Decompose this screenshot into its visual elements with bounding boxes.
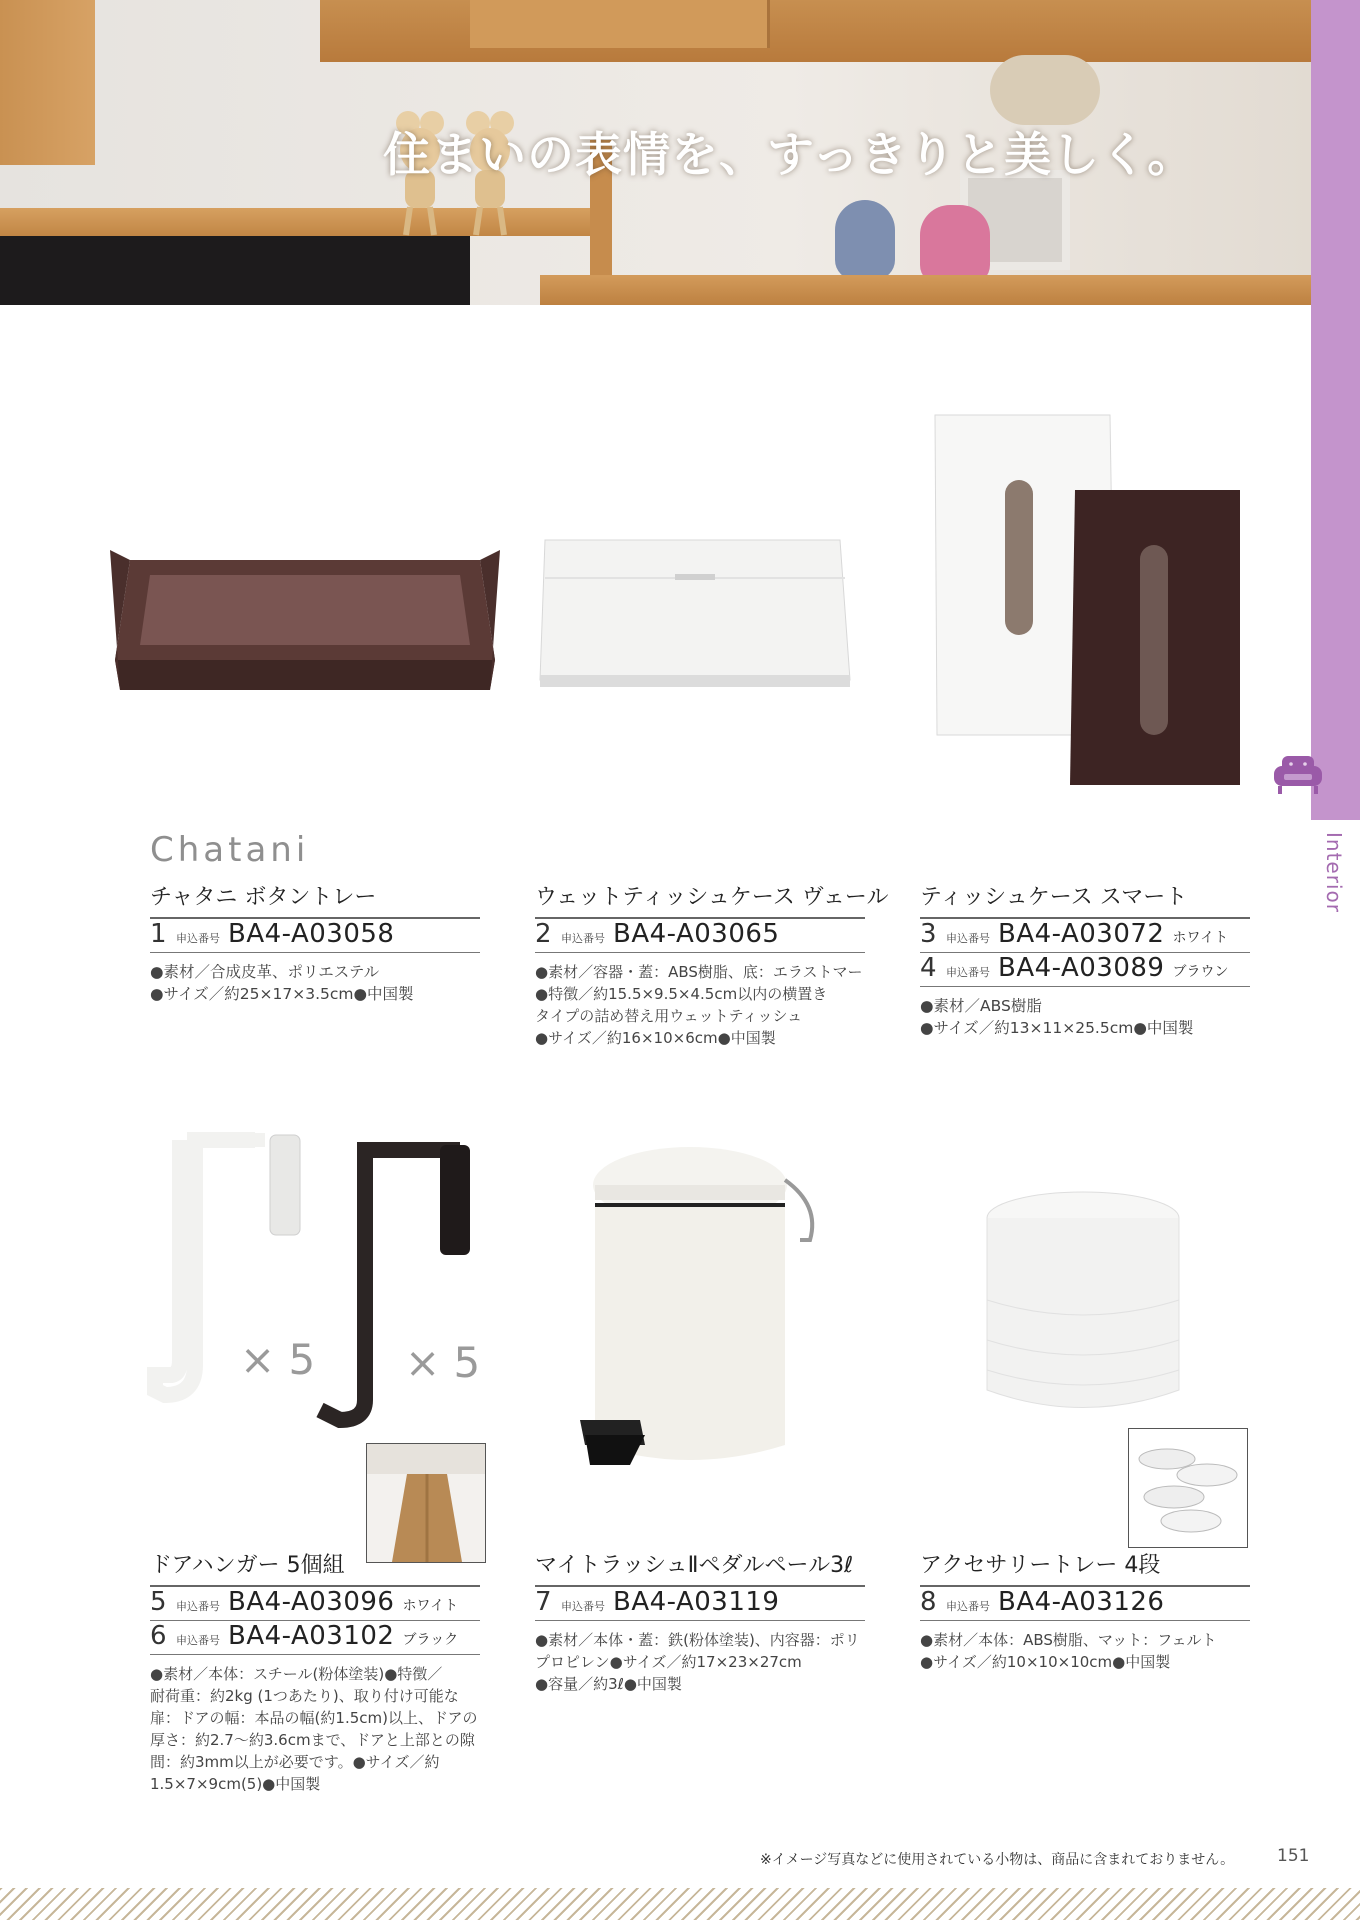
- hanger-usage-inset-photo: [366, 1443, 486, 1563]
- product-name: アクセサリートレー 4段: [920, 1548, 1250, 1587]
- order-code: BA4-A03058: [228, 919, 395, 949]
- order-number-label: 申込番号: [561, 1600, 605, 1613]
- item-number: 7: [535, 1587, 552, 1617]
- desc-line: ●特徴／約15.5×9.5×4.5cm以内の横置き: [535, 985, 828, 1003]
- product-block-1: [150, 880, 480, 1005]
- desc-line: プロピレン●サイズ／約17×23×27cm: [535, 1653, 802, 1671]
- hero-plush-bear-pink: [920, 205, 990, 285]
- accessory-tray-inset-photo: [1128, 1428, 1248, 1548]
- item-number: 5: [150, 1587, 167, 1617]
- desc-line: ●サイズ／約10×10×10cm●中国製: [920, 1653, 1171, 1671]
- quantity-multiplier-black: × 5: [405, 1338, 481, 1387]
- product-description: [150, 961, 480, 1005]
- order-code: BA4-A03102: [228, 1621, 395, 1651]
- order-code-row: [535, 1587, 865, 1621]
- category-label: Interior: [1322, 832, 1346, 913]
- sofa-icon: [1272, 752, 1324, 798]
- product-description: [920, 1629, 1250, 1673]
- product-name: チャタニ ボタントレー: [150, 880, 480, 919]
- color-variant: ホワイト: [402, 1598, 459, 1614]
- desc-line: ●サイズ／約13×11×25.5cm●中国製: [920, 1019, 1194, 1037]
- product-description: [920, 995, 1250, 1039]
- hero-shelf-door: [470, 0, 770, 48]
- hero-shelf-low: [540, 275, 1311, 305]
- desc-line: ●サイズ／約25×17×3.5cm●中国製: [150, 985, 414, 1003]
- color-variant: ブラウン: [1172, 964, 1229, 980]
- desc-line: ●素材／容器・蓋：ABS樹脂、底：エラストマー: [535, 963, 863, 981]
- order-number-label: 申込番号: [561, 932, 605, 945]
- order-number-label: 申込番号: [176, 1600, 220, 1613]
- order-code: BA4-A03119: [613, 1587, 780, 1617]
- product-photo-pedal-pail: [570, 1145, 830, 1480]
- desc-line: タイプの詰め替え用ウェットティッシュ: [535, 1007, 803, 1025]
- item-number: 1: [150, 919, 167, 949]
- order-code: BA4-A03126: [998, 1587, 1165, 1617]
- product-photo-tray: [110, 540, 500, 700]
- item-number: 8: [920, 1587, 937, 1617]
- hero-banner: [0, 0, 1311, 305]
- desc-line: ●素材／本体：スチール(粉体塗装)●特徴／: [150, 1665, 443, 1683]
- order-code: BA4-A03065: [613, 919, 780, 949]
- item-number: 2: [535, 919, 552, 949]
- hero-plush-sheep: [990, 55, 1100, 125]
- order-code-row: [920, 1587, 1250, 1621]
- order-code: BA4-A03072: [998, 919, 1165, 949]
- desc-line: ●素材／本体：ABS樹脂、マット：フェルト: [920, 1631, 1217, 1649]
- product-photo-tissue-case: [925, 410, 1245, 790]
- desc-line: 1.5×7×9cm(5)●中国製: [150, 1775, 321, 1793]
- product-block-4: [150, 1548, 480, 1795]
- order-code-row: [535, 919, 865, 953]
- order-number-label: 申込番号: [946, 966, 990, 979]
- order-number-label: 申込番号: [176, 932, 220, 945]
- product-block-6: [920, 1548, 1250, 1673]
- category-side-tab: [1311, 0, 1360, 820]
- product-block-5: [535, 1548, 865, 1695]
- page-number: 151: [1277, 1846, 1310, 1866]
- order-code-row: [920, 953, 1250, 987]
- desc-line: ●容量／約3ℓ●中国製: [535, 1675, 682, 1693]
- item-number: 6: [150, 1621, 167, 1651]
- product-photo-wet-tissue-case: [535, 530, 855, 690]
- color-variant: ブラック: [402, 1632, 459, 1648]
- desc-line: 扉：ドアの幅：本品の幅(約1.5cm)以上、ドアの: [150, 1709, 478, 1727]
- order-code-row: [150, 1587, 480, 1621]
- order-number-label: 申込番号: [946, 1600, 990, 1613]
- product-name: マイトラッシュⅡペダルペール3ℓ: [535, 1548, 865, 1587]
- product-description: [535, 961, 865, 1049]
- hero-shelf-top: [320, 0, 1311, 62]
- product-description: [150, 1663, 480, 1795]
- product-block-2: [535, 880, 889, 1049]
- hero-shelf-cube: [0, 0, 95, 165]
- hero-dark-panel: [0, 236, 470, 305]
- product-name: ドアハンガー 5個組: [150, 1548, 480, 1587]
- order-code-row: [920, 919, 1250, 953]
- hero-plush-bear-blue: [835, 200, 895, 280]
- desc-line: 厚さ：約2.7～約3.6cmまで、ドアと上部との隙: [150, 1731, 475, 1749]
- product-description: [535, 1629, 865, 1695]
- footer-stripe-bar: [0, 1888, 1360, 1920]
- order-code: BA4-A03096: [228, 1587, 395, 1617]
- item-number: 4: [920, 953, 937, 983]
- order-number-label: 申込番号: [176, 1634, 220, 1647]
- desc-line: ●素材／ABS樹脂: [920, 997, 1042, 1015]
- brand-name: Chatani: [150, 830, 310, 870]
- footer-disclaimer: ※イメージ写真などに使用されている小物は、商品に含まれておりません。: [760, 1852, 1235, 1868]
- desc-line: ●素材／合成皮革、ポリエステル: [150, 963, 380, 981]
- product-name: ウェットティッシュケース ヴェール: [535, 880, 865, 919]
- product-photo-accessory-tray: [985, 1190, 1185, 1425]
- product-name: ティッシュケース スマート: [920, 880, 1250, 919]
- color-variant: ホワイト: [1172, 930, 1229, 946]
- product-block-3: [920, 880, 1250, 1039]
- item-number: 3: [920, 919, 937, 949]
- desc-line: 耐荷重：約2kg (1つあたり)、取り付け可能な: [150, 1687, 459, 1705]
- order-code-row: [150, 1621, 480, 1655]
- order-code-row: [150, 919, 480, 953]
- order-code: BA4-A03089: [998, 953, 1165, 983]
- hero-title: 住まいの表情を、すっきりと美しく。: [383, 128, 1196, 183]
- desc-line: 間：約3mm以上が必要です。●サイズ／約: [150, 1753, 440, 1771]
- desc-line: ●サイズ／約16×10×6cm●中国製: [535, 1029, 776, 1047]
- desc-line: ●素材／本体・蓋：鉄(粉体塗装)、内容器：ポリ: [535, 1631, 860, 1649]
- order-number-label: 申込番号: [946, 932, 990, 945]
- quantity-multiplier-white: × 5: [240, 1335, 316, 1384]
